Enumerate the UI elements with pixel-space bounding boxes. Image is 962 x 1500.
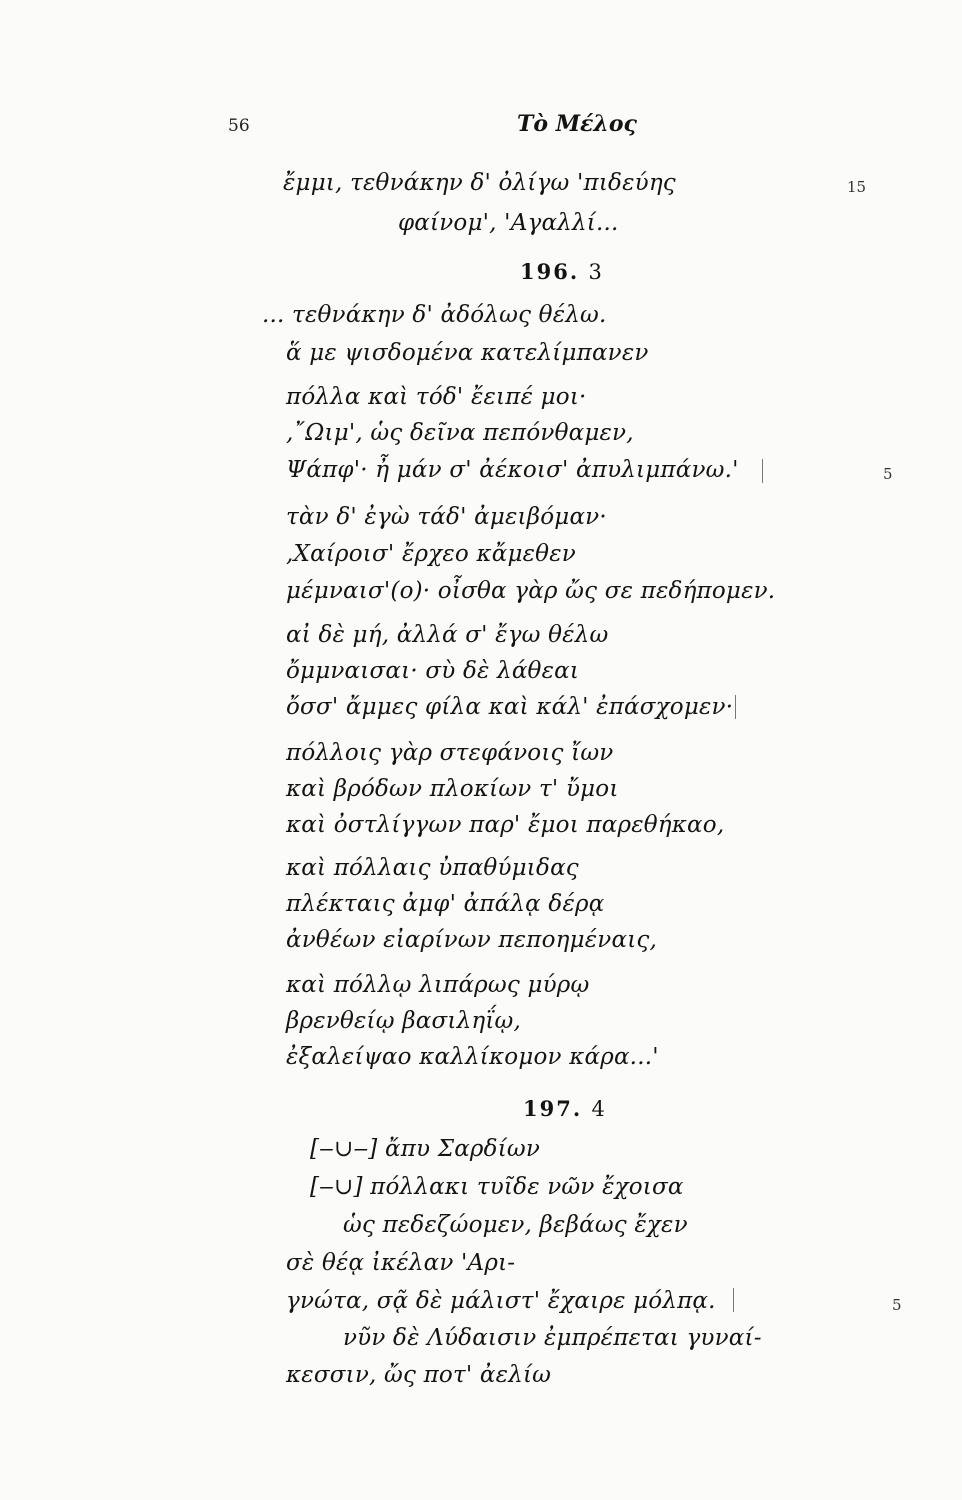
verse-line: ὄμμναισαι· σὺ δὲ λάθεαι: [286, 658, 580, 684]
verse-line: ἀνθέων εἰαρίνων πεποημέναις,: [286, 927, 658, 953]
verse-line: σὲ θέᾳ ἰκέλαν 'Αρι-: [286, 1250, 516, 1276]
fragment-number-196: 196. 3: [520, 259, 602, 284]
line-number: 5: [883, 465, 893, 483]
verse-line: νῦν δὲ Λύδαισιν ἐμπρέπεται γυναί-: [343, 1325, 762, 1351]
line-number: 15: [847, 178, 867, 196]
verse-line: βρενθείῳ βασιληΐῳ,: [286, 1008, 522, 1034]
colon-divider: [735, 695, 736, 719]
verse-line: πόλλα καὶ τόδ' ἔειπέ μοι·: [286, 384, 587, 410]
verse-line: γνώτα, σᾷ δὲ μάλιστ' ἔχαιρε μόλπᾳ.: [286, 1288, 716, 1314]
verse-line: καὶ πόλλῳ λιπάρως μύρῳ: [286, 972, 590, 998]
running-title: Τὸ Μέλος: [517, 111, 637, 137]
verse-line: αἰ δὲ μή, ἀλλά σ' ἔγω θέλω: [286, 622, 609, 648]
verse-line: καὶ πόλλαις ὐπαθύμιδας: [286, 855, 579, 881]
fragment-number-197: 197. 4: [523, 1096, 605, 1121]
verse-line: ἅ με ψισδομένα κατελίμπανεν: [286, 340, 649, 366]
verse-line: [‒∪] πόλλακι τυῖδε νῶν ἔχοισα: [310, 1174, 684, 1200]
page-number: 56: [228, 116, 250, 136]
verse-line: πόλλοις γὰρ στεφάνοις ἴων: [286, 740, 614, 766]
verse-line: ὄσσ' ἄμμες φίλα καὶ κάλ' ἐπάσχομεν·: [286, 694, 734, 720]
verse-line: ... τεθνάκην δ' ἀδόλως θέλω.: [262, 302, 607, 328]
verse-line: ἐξαλείψαο καλλίκομον κάρα...': [286, 1044, 659, 1070]
verse-line: φαίνομ', 'Αγαλλί...: [398, 210, 619, 236]
verse-line: καὶ ὀστλίγγων παρ' ἔμοι παρεθήκαο,: [286, 812, 725, 838]
verse-line: Ψάπφ'· ἦ μάν σ' ἀέκοισ' ἀπυλιμπάνω.': [286, 457, 739, 483]
verse-line: μέμναισ'(ο)· οἶσθα γὰρ ὤς σε πεδήπομεν.: [286, 578, 776, 604]
colon-divider: [733, 1288, 734, 1312]
verse-line: πλέκταις ἀμφ' ἀπάλᾳ δέρᾳ: [286, 891, 605, 917]
verse-line: ,Χαίροισ' ἔρχεο κἄμεθεν: [286, 541, 576, 567]
colon-divider: [762, 459, 763, 483]
verse-line: κεσσιν, ὤς ποτ' ἀελίω: [286, 1362, 552, 1388]
verse-line: ,῎Ωιμ', ὡς δεῖνα πεπόνθαμεν,: [286, 420, 634, 446]
verse-line: τὰν δ' ἐγὼ τάδ' ἀμειβόμαν·: [286, 504, 607, 530]
verse-line: [‒∪‒] ἄπυ Σαρδίων: [310, 1136, 541, 1162]
verse-line: ὡς πεδεζώομεν, βεβάως ἔχεν: [343, 1212, 688, 1238]
verse-line: ἔμμι, τεθνάκην δ' ὀλίγω 'πιδεύης: [283, 170, 676, 196]
line-number: 5: [892, 1296, 902, 1314]
verse-line: καὶ βρόδων πλοκίων τ' ὔμοι: [286, 776, 619, 802]
